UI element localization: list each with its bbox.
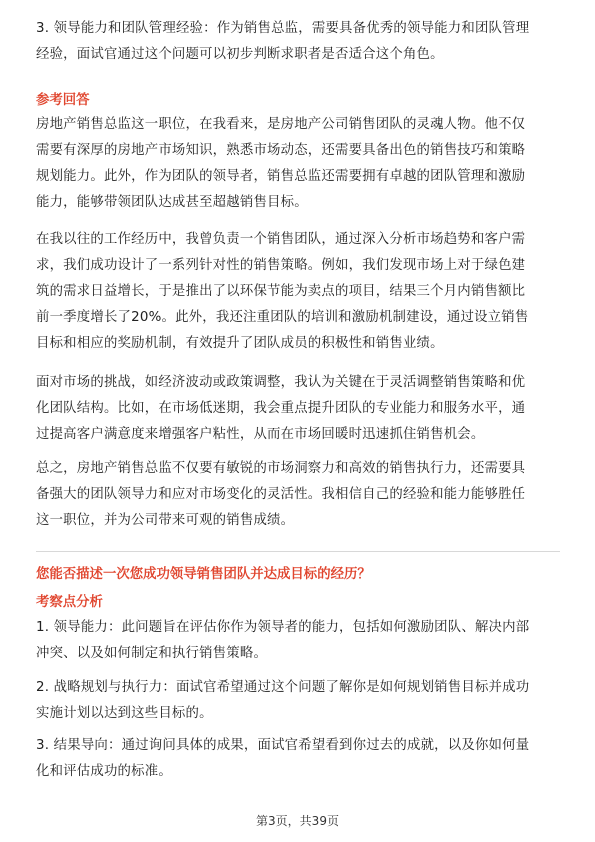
answer-paragraph-1 (36, 112, 560, 216)
analysis-point-3 (36, 733, 560, 785)
text-line: 这一职位，并为公司带来可观的销售成绩。 (36, 513, 295, 528)
text-line: 化和评估成功的标准。 (36, 764, 172, 779)
text-line: 需要有深厚的房地产市场知识，熟悉市场动态，还需要具备出色的销售技巧和策略 (36, 143, 526, 158)
answer-paragraph-3 (36, 370, 560, 448)
answer-paragraph-4 (36, 456, 560, 534)
analysis-point-2 (36, 675, 560, 727)
text-line: 面对市场的挑战，如经济波动或政策调整，我认为关键在于灵活调整销售策略和优 (36, 375, 526, 390)
page-number: 第3页，共39页 (256, 814, 339, 828)
text-line: 备强大的团队领导力和应对市场变化的灵活性。我相信自己的经验和能力能够胜任 (36, 487, 526, 502)
criteria-item-3 (36, 16, 560, 68)
text-line: 能力，能够带领团队达成甚至超越销售目标。 (36, 195, 308, 210)
text-line: 实施计划以达到这些目标的。 (36, 706, 213, 721)
text-line: 房地产销售总监这一职位，在我看来，是房地产公司销售团队的灵魂人物。他不仅 (36, 117, 526, 132)
answer-paragraph-2 (36, 227, 560, 357)
section-heading: 考察点分析 (36, 595, 103, 610)
section-heading: 参考回答 (36, 93, 90, 108)
text-line: 筑的需求日益增长，于是推出了以环保节能为卖点的项目，结果三个月内销售额比 (36, 284, 526, 299)
text-line: 2. 战略规划与执行力：面试官希望通过这个问题了解你是如何规划销售目标并成功 (36, 680, 530, 695)
section-divider (36, 551, 560, 552)
analysis-point-1 (36, 615, 560, 667)
analysis-heading (36, 592, 560, 614)
text-line: 冲突、以及如何制定和执行销售策略。 (36, 646, 268, 661)
text-line: 化团队结构。比如，在市场低迷期，我会重点提升团队的专业能力和服务水平，通 (36, 401, 526, 416)
text-line: 1. 领导能力：此问题旨在评估你作为领导者的能力，包括如何激励团队、解决内部 (36, 620, 530, 635)
text-line: 求，我们成功设计了一系列针对性的销售策略。例如，我们发现市场上对于绿色建 (36, 258, 526, 273)
text-line: 前一季度增长了20%。此外，我还注重团队的培训和激励机制建设，通过设立销售 (36, 310, 529, 325)
text-line: 3. 结果导向：通过询问具体的成果，面试官希望看到你过去的成就，以及你如何量 (36, 738, 530, 753)
text-line: 3. 领导能力和团队管理经验：作为销售总监，需要具备优秀的领导能力和团队管理 (36, 21, 530, 36)
interview-question (36, 563, 560, 587)
text-line: 规划能力。此外，作为团队的领导者，销售总监还需要拥有卓越的团队管理和激励 (36, 169, 526, 184)
divider-line (36, 551, 560, 552)
text-line: 过提高客户满意度来增强客户粘性，从而在市场回暖时迅速抓住销售机会。 (36, 427, 485, 442)
text-line: 在我以往的工作经历中，我曾负责一个销售团队，通过深入分析市场趋势和客户需 (36, 232, 526, 247)
text-line: 经验，面试官通过这个问题可以初步判断求职者是否适合这个角色。 (36, 47, 444, 62)
reference-answer-heading (36, 90, 560, 112)
question-text: 您能否描述一次您成功领导销售团队并达成目标的经历？ (36, 567, 371, 582)
text-line: 总之，房地产销售总监不仅要有敏锐的市场洞察力和高效的销售执行力，还需要具 (36, 461, 526, 476)
text-line: 目标和相应的奖励机制，有效提升了团队成员的积极性和销售业绩。 (36, 336, 444, 351)
